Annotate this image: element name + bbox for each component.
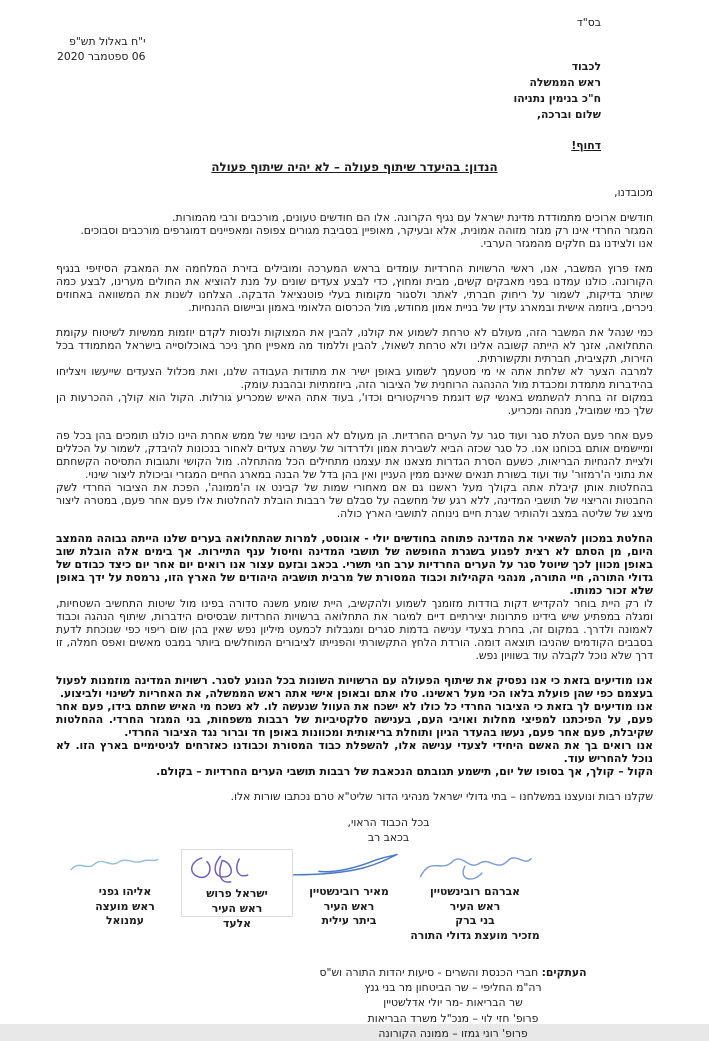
recipient-line: ראש הממשלה — [529, 76, 601, 89]
paragraph: אנו מודיעים בזאת כי אנו נפסיק את שיתוף הפעולה עם הרשויות השונות בכל הנוגע לסגר. רשויות המדינה מוזמנות לפעול בעצמם כפי שהן פועלת בלאו הכי מעל ראשינו. טלו אתם ובאופן אישי אתה ראש הממשלה, את האחריות לשינוי ולביצוע. — [56, 674, 653, 700]
signatory-title: ביתר עילית — [321, 914, 377, 927]
paragraph: לו רק היית בוחר להקדיש דקות בודדות מזומנך לשמוע ולהקשיב, היית שומע משנה סדורה בפינו מול שיטות התחשיב השטחיות, ומגלה במפתיע שיש בידינו פתרונות יצירתיים דיים למיגור את התחלואה ברשויות החרדיות שבסיסים הידברות, שיתוף הנהגה וכבוד לאמונה ולדרך. במקום זה, בחרת בצעדי ענישה בדמות סגרים ומגבלות לכמעט מיליון נפש שאין בהן שום ריפוי כפי שנוכחת לדעת בסבבים הקודמים שהניבו תוצאה דומה. הורדת הלחץ התקשורתי והפנייתו לציבורים המוחלשים ביותר במבט מאשים ואפס חמלה, זו דרך שלא נוכל לקבלה עוד בשוויון נפש. — [56, 597, 653, 662]
paragraph: אנו רואים בך את האשם היחידי לצעדי ענישה אלו, להשפלת כבוד המסורת וכבודנו כאזרחים לגיטימיים בארץ הזו. לא נוכל להחריש עוד. — [56, 739, 653, 765]
signatory-column — [405, 849, 545, 943]
paragraph: במקום זה בחרת להשתמש באנשי קש דוגמת פרויקטורים וכדו', בעוד אתה האיש שמכריע גורלות. הקול הוא קולך, ההכרעות הן שלך כמי שמוביל, מנחה ומכריע. — [56, 391, 653, 417]
signatory-title: ראש העיר — [211, 901, 263, 915]
urgent-label: דחוף! — [571, 139, 601, 152]
paragraph: למרבה הצער לא שלחת אתה אי מי מטעמך לשמוע באופן ישיר את מתודות העבודה שלנו, ואת מכלול הצעדים שייעשו ויצליחו בהידברות מתמדת ומכבדת מול ההנהגה הרוחנית של הציבור הזה, ביוזמתיות ובהבנת עומק. — [56, 365, 653, 391]
signatory-title: עמנואל — [106, 914, 144, 927]
bsd-header: בס"ד — [576, 16, 601, 29]
copies-line: רה"מ החליפי – שר הביטחון מר בני גנץ — [364, 981, 542, 995]
signatory-title: בני ברק — [455, 914, 495, 927]
copies-line: שר הבריאות -מר יולי אדלשטיין — [383, 996, 523, 1010]
letter-body — [56, 211, 653, 803]
date-block — [57, 34, 146, 64]
paragraph: החלטת במכוון להשאיר את המדינה פתוחה בחודשים יולי - אוגוסט, למרות שהתחלואה בערים שלנו הייתה גבוהה מהמצב היום, מן הסתם לא רצית לפגוע בשגרת החופשה של תושבי המדינה וחיסול ענף התיירות. אך בימים אלה הובלת שוב באופן מכוון לכך שיוטל סגר על הערים החרדיות ערב חגי תשרי. בכאב ובזעם עצור אנו רואים יום אחר יום כיצד כבודם של גדולי התורה, חיי התורה, מנהגי הקהילות וכבוד המסורת של מרבית תושביה היהודים של הארץ הזו, נרמסת על ידך באופן שלא זכור כמותו. — [56, 532, 653, 597]
closing-line-2: בכאב רב — [367, 831, 410, 844]
copies-label: העתקים: — [541, 966, 587, 979]
signatory-title: אלעד — [223, 917, 251, 930]
copies-line: פרופ' חזי לוי – מנכ"ל משרד הבריאות — [367, 1011, 539, 1025]
paragraph: אנו מודיעים לך בזאת כי הציבור החרדי כל כולו לא ישכח את העוול שנעשה לו. לא נשכח מי האיש שחתם בידו, פעם אחר פעם, על הפיכתנו למפיצי מחלות ואויבי העם, בענישה סלקטיביות של רבבות משפחות, בני המגזר החרדי. ההחלטות שקיבלת, פעם אחר פעם, נעשו בהעדר הגיון ותוחלת בריאותית ומכוונות באופן חד וברור נגד הציבור החרדי. — [56, 700, 653, 739]
recipient-line: לכבוד — [571, 60, 601, 73]
paragraph: אנו ולצידנו גם חלקים מהמגזר הערבי. — [480, 237, 653, 250]
paragraph: פעם אחר פעם הטלת סגר ועוד סגר על הערים החרדיות. הן מעולם לא הניבו שינוי של ממש אחרת היינו כולנו תומכים בהן בכל פה ומיישמים אותם בכוחנו אנו. כל סגר שכזה הביא לשבירת אמון ולדרדור של עשרה צעדים לאחור בנכונות להיבדק, לשמור על הכללים ולציית להנחיות הבריאות, כשעם הסרת הגדרות מצאנו את עצמנו מתחילים הכל מהתחלה. מול הקושי ותגובות התסיסה הקשחתם את נתוני ה'רמזור' עוד ועוד בשורת תנאים שאינם ממין העניין ואין בהן בדל של הבנה במארג החיים המגזרי וביכולת ליצור שינוי. — [56, 429, 653, 481]
copies-block — [263, 965, 643, 1041]
signatory-name: מאיר רובינשטיין — [309, 885, 389, 898]
signatory-name: ישראל פרוש — [206, 887, 268, 900]
signatory-title: מזכיר מועצת גדולי התורה — [410, 928, 540, 942]
copies-header-text: חברי הכנסת והשרים - סיעות יהדות התורה וש"ס — [319, 966, 539, 979]
signatory-name: אליהו גפני — [98, 885, 152, 898]
recipient-block — [56, 59, 601, 123]
signatures-row — [56, 847, 653, 943]
paragraph: בהחלטות אותן קיבלת אתה בקולך מעל ראשנו גם אם מאחורי שמות של קבינט או ה'ממונה', הפכת את הציבור החרדי לשק החבטות והריצוי של תושבי המדינה, ללא רגע של מחשבה על סבלם של רבבות הובלת להחלטות אלו פעם אחר פעם, במטרה ליצור מיצג של שליטה במצב ולהותיר שגרת חיים נינוחה לתושבי הארץ כולה. — [56, 481, 653, 520]
signatory-title: ראש העיר — [323, 899, 375, 913]
recipient-line: שלום וברכה, — [536, 108, 601, 121]
signatory-title: ראש מועצה — [95, 899, 155, 913]
date-hebrew: י"ח באלול תש"פ — [69, 35, 146, 48]
date-gregorian: 06 ספטמבר 2020 — [57, 50, 146, 63]
signatory-column — [69, 849, 181, 943]
salutation: מכובדנו, — [614, 186, 653, 199]
signature-scribble-icon — [69, 849, 181, 885]
recipient-line: ח"כ בנימין נתניהו — [513, 92, 601, 105]
signature-scribble-icon — [186, 851, 288, 887]
closing-line-1: בכל הכבוד הראוי, — [347, 816, 430, 829]
paragraph: הקול – קולך, אך בסופו של יום, תישמע תגובתם הנכאבת של רבבות תושבי הערים החרדיות – בקולם. — [156, 765, 653, 778]
subject-line: הנדון: בהיעדר שיתוף פעולה – לא יהיה שיתוף פעולה — [211, 160, 498, 174]
paragraph: המגזר החרדי אינו רק מגזר מזוהה אמונית, אלא ובעיקר, מאופיין בסביבת מגורים צפופה ומאפיינים דמוגרפים מורכבים וסבוכים. — [80, 224, 653, 237]
paragraph: כמי שנהל את המשבר הזה, מעולם לא טרחת לשמוע את קולנו, להבין את המצוקות ולנסות לקדם יוזמות ממשיות לשיטוח עקומת התחלואה, אזנך לא הייתה קשובה אלינו ולא טרחת לשאול, להבין וללמוד מה מאפיין חתך ניכר באוכלוסייה בישראל המתמודד בכל הזירות, תקציבית, חברתית ותקשורתית. — [56, 326, 653, 365]
copies-line: פרופ' רוני גמזו – ממונה הקורונה — [378, 1026, 528, 1040]
closing-block — [90, 815, 687, 845]
signatory-title: ראש העיר — [449, 899, 501, 913]
paragraph: מאז פרוץ המשבר, אנו, ראשי הרשויות החרדיות עומדים בראש המערכה ומובילים בזירת המלחמה את המאבק הסיזיפי בנגיף הקורונה. כולנו עמדנו בפני מאבקים קשים, מבית ומחוץ, כדי לבצע צעדים שונים על מנת להוציא את החולים מערינו, לבצע כמה שיותר בדיקות, לשמור על ריחוק חברתי, לאתר ולסגור מקומות בעלי פוטנציאל הדבקה. הצלחנו לשנות את המשוואה באחוזים ניכרים, ביוזמה אישית ובמארג עדין של בניית אמון מחודש, מול הכרסום הלאומי באמון וביישום ההנחיות. — [56, 262, 653, 314]
paragraph: חודשים ארוכים מתמודדת מדינת ישראל עם נגיף הקרונה. אלו הם חודשים טעונים, מורכבים ורבי מהמורות. — [172, 211, 653, 224]
signature-box — [181, 849, 293, 917]
copies-header-line — [263, 965, 643, 980]
signatory-column — [293, 849, 405, 943]
signature-scribble-icon — [405, 849, 545, 885]
signatory-column — [181, 849, 293, 943]
signatory-name: אברהם רובינשטיין — [429, 885, 521, 898]
signature-scribble-icon — [293, 849, 405, 885]
paragraph: שקלנו רבות ונועצנו במשלחנו – בתי גדולי ישראל מנהיגי הדור שליט"א טרם נכתבו שורות אלו. — [230, 790, 653, 803]
